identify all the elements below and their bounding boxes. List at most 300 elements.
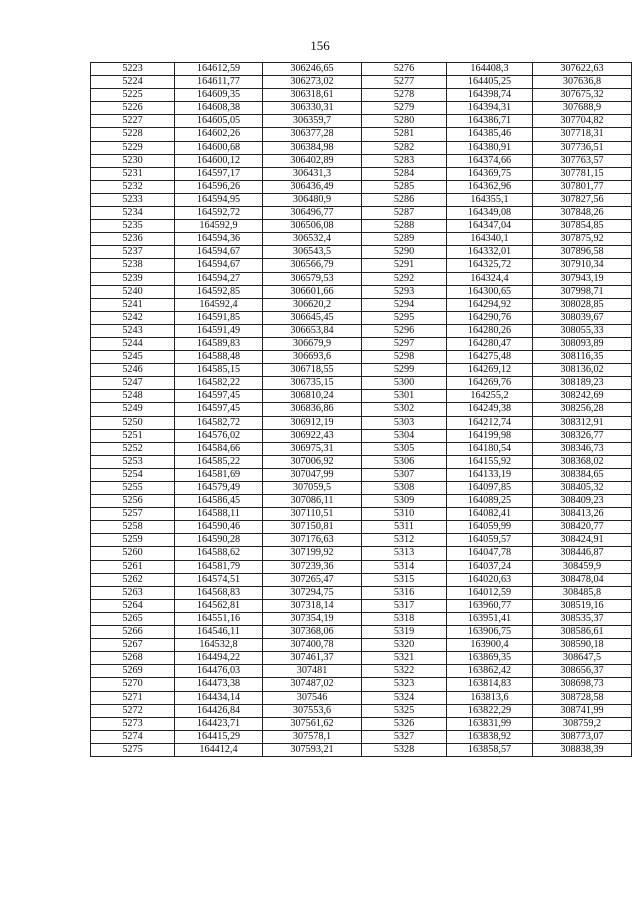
point-number-left: 5274	[91, 730, 175, 743]
point-number-left: 5251	[91, 429, 175, 442]
x-coordinate-right: 164212,74	[447, 416, 533, 429]
point-number-right: 5282	[362, 141, 447, 154]
table-row	[91, 63, 632, 76]
y-coordinate-left: 306402,89	[263, 154, 362, 167]
y-coordinate-right: 308741,99	[533, 704, 632, 717]
y-coordinate-right: 307854,85	[533, 220, 632, 233]
table-row	[91, 573, 632, 586]
table-row	[91, 220, 632, 233]
table-row	[91, 508, 632, 521]
point-number-right: 5297	[362, 337, 447, 350]
table-row	[91, 442, 632, 455]
x-coordinate-right: 164362,96	[447, 180, 533, 193]
x-coordinate-left: 164602,26	[175, 128, 263, 141]
y-coordinate-right: 308535,37	[533, 612, 632, 625]
table-row	[91, 246, 632, 259]
y-coordinate-right: 307998,71	[533, 285, 632, 298]
y-coordinate-left: 306359,7	[263, 115, 362, 128]
point-number-left: 5250	[91, 416, 175, 429]
x-coordinate-left: 164584,66	[175, 442, 263, 455]
point-number-left: 5238	[91, 259, 175, 272]
x-coordinate-left: 164412,4	[175, 743, 263, 756]
x-coordinate-right: 163838,92	[447, 730, 533, 743]
table-row	[91, 468, 632, 481]
x-coordinate-left: 164562,81	[175, 599, 263, 612]
table-row	[91, 652, 632, 665]
point-number-left: 5234	[91, 207, 175, 220]
x-coordinate-left: 164597,45	[175, 403, 263, 416]
y-coordinate-left: 306679,9	[263, 337, 362, 350]
x-coordinate-left: 164586,45	[175, 495, 263, 508]
y-coordinate-right: 308039,67	[533, 311, 632, 324]
y-coordinate-left: 307086,11	[263, 495, 362, 508]
table-row	[91, 390, 632, 403]
x-coordinate-left: 164581,79	[175, 560, 263, 573]
point-number-left: 5270	[91, 678, 175, 691]
x-coordinate-right: 164269,76	[447, 377, 533, 390]
point-number-right: 5325	[362, 704, 447, 717]
y-coordinate-left: 306653,84	[263, 324, 362, 337]
y-coordinate-right: 308326,77	[533, 429, 632, 442]
x-coordinate-left: 164592,85	[175, 285, 263, 298]
y-coordinate-left: 307176,63	[263, 534, 362, 547]
point-number-right: 5295	[362, 311, 447, 324]
point-number-left: 5249	[91, 403, 175, 416]
point-number-right: 5283	[362, 154, 447, 167]
point-number-right: 5317	[362, 599, 447, 612]
table-row	[91, 717, 632, 730]
y-coordinate-right: 307704,82	[533, 115, 632, 128]
x-coordinate-left: 164591,49	[175, 324, 263, 337]
x-coordinate-right: 164349,08	[447, 207, 533, 220]
x-coordinate-left: 164582,72	[175, 416, 263, 429]
point-number-right: 5321	[362, 652, 447, 665]
y-coordinate-right: 308773,07	[533, 730, 632, 743]
point-number-right: 5285	[362, 180, 447, 193]
x-coordinate-right: 163900,4	[447, 639, 533, 652]
x-coordinate-right: 164280,47	[447, 337, 533, 350]
table-row	[91, 730, 632, 743]
x-coordinate-right: 164355,1	[447, 193, 533, 206]
point-number-right: 5303	[362, 416, 447, 429]
x-coordinate-right: 164155,92	[447, 455, 533, 468]
point-number-right: 5319	[362, 626, 447, 639]
x-coordinate-right: 164280,26	[447, 324, 533, 337]
table-row	[91, 377, 632, 390]
x-coordinate-right: 164097,85	[447, 482, 533, 495]
point-number-left: 5235	[91, 220, 175, 233]
x-coordinate-left: 164591,85	[175, 311, 263, 324]
x-coordinate-right: 164037,24	[447, 560, 533, 573]
point-number-left: 5244	[91, 337, 175, 350]
point-number-right: 5298	[362, 351, 447, 364]
point-number-left: 5258	[91, 521, 175, 534]
y-coordinate-right: 308413,26	[533, 508, 632, 521]
point-number-right: 5320	[362, 639, 447, 652]
table-row	[91, 76, 632, 89]
y-coordinate-left: 306620,2	[263, 298, 362, 311]
x-coordinate-left: 164476,03	[175, 665, 263, 678]
y-coordinate-right: 308055,33	[533, 324, 632, 337]
y-coordinate-left: 306693,6	[263, 351, 362, 364]
x-coordinate-left: 164592,4	[175, 298, 263, 311]
point-number-right: 5326	[362, 717, 447, 730]
point-number-left: 5229	[91, 141, 175, 154]
x-coordinate-left: 164588,48	[175, 351, 263, 364]
point-number-left: 5272	[91, 704, 175, 717]
table-row	[91, 560, 632, 573]
table-row	[91, 324, 632, 337]
table-row	[91, 311, 632, 324]
x-coordinate-left: 164597,45	[175, 390, 263, 403]
point-number-left: 5271	[91, 691, 175, 704]
y-coordinate-right: 307896,58	[533, 246, 632, 259]
x-coordinate-right: 164325,72	[447, 259, 533, 272]
x-coordinate-right: 164275,48	[447, 351, 533, 364]
x-coordinate-right: 164089,25	[447, 495, 533, 508]
y-coordinate-left: 307199,92	[263, 547, 362, 560]
point-number-left: 5225	[91, 89, 175, 102]
table-row	[91, 403, 632, 416]
y-coordinate-left: 306532,4	[263, 233, 362, 246]
y-coordinate-left: 306601,66	[263, 285, 362, 298]
point-number-right: 5288	[362, 220, 447, 233]
y-coordinate-right: 308028,85	[533, 298, 632, 311]
point-number-left: 5255	[91, 482, 175, 495]
y-coordinate-left: 307546	[263, 691, 362, 704]
table-row	[91, 495, 632, 508]
point-number-left: 5266	[91, 626, 175, 639]
point-number-right: 5299	[362, 364, 447, 377]
table-row	[91, 534, 632, 547]
point-number-right: 5304	[362, 429, 447, 442]
y-coordinate-right: 307763,57	[533, 154, 632, 167]
y-coordinate-left: 307006,92	[263, 455, 362, 468]
x-coordinate-right: 163814,83	[447, 678, 533, 691]
point-number-left: 5230	[91, 154, 175, 167]
y-coordinate-left: 306480,9	[263, 193, 362, 206]
y-coordinate-left: 306922,43	[263, 429, 362, 442]
y-coordinate-left: 306506,08	[263, 220, 362, 233]
table-row	[91, 455, 632, 468]
point-number-right: 5277	[362, 76, 447, 89]
y-coordinate-right: 307801,77	[533, 180, 632, 193]
point-number-left: 5223	[91, 63, 175, 76]
y-coordinate-right: 308093,89	[533, 337, 632, 350]
page-number: 156	[310, 38, 330, 53]
y-coordinate-left: 306384,98	[263, 141, 362, 154]
point-number-left: 5256	[91, 495, 175, 508]
coordinates-table	[90, 62, 632, 757]
x-coordinate-right: 164374,66	[447, 154, 533, 167]
x-coordinate-left: 164415,29	[175, 730, 263, 743]
y-coordinate-right: 308384,65	[533, 468, 632, 481]
y-coordinate-right: 308409,23	[533, 495, 632, 508]
table-row	[91, 429, 632, 442]
point-number-right: 5315	[362, 573, 447, 586]
table-row	[91, 298, 632, 311]
y-coordinate-left: 306912,19	[263, 416, 362, 429]
y-coordinate-left: 307553,6	[263, 704, 362, 717]
table-row	[91, 704, 632, 717]
y-coordinate-right: 308478,04	[533, 573, 632, 586]
x-coordinate-right: 163862,42	[447, 665, 533, 678]
y-coordinate-left: 306377,28	[263, 128, 362, 141]
point-number-left: 5252	[91, 442, 175, 455]
x-coordinate-right: 164249,38	[447, 403, 533, 416]
point-number-left: 5224	[91, 76, 175, 89]
table-row	[91, 193, 632, 206]
table-row	[91, 678, 632, 691]
y-coordinate-left: 307318,14	[263, 599, 362, 612]
y-coordinate-left: 307481	[263, 665, 362, 678]
y-coordinate-left: 306330,31	[263, 102, 362, 115]
x-coordinate-left: 164589,83	[175, 337, 263, 350]
point-number-left: 5248	[91, 390, 175, 403]
point-number-left: 5273	[91, 717, 175, 730]
y-coordinate-right: 307688,9	[533, 102, 632, 115]
x-coordinate-left: 164611,77	[175, 76, 263, 89]
y-coordinate-right: 308485,8	[533, 586, 632, 599]
point-number-right: 5309	[362, 495, 447, 508]
x-coordinate-right: 164408,3	[447, 63, 533, 76]
x-coordinate-right: 164082,41	[447, 508, 533, 521]
point-number-left: 5241	[91, 298, 175, 311]
x-coordinate-left: 164588,62	[175, 547, 263, 560]
table-row	[91, 102, 632, 115]
y-coordinate-left: 306810,24	[263, 390, 362, 403]
x-coordinate-right: 164340,1	[447, 233, 533, 246]
y-coordinate-left: 306566,79	[263, 259, 362, 272]
point-number-left: 5263	[91, 586, 175, 599]
point-number-right: 5307	[362, 468, 447, 481]
x-coordinate-right: 163951,41	[447, 612, 533, 625]
y-coordinate-left: 307400,78	[263, 639, 362, 652]
point-number-right: 5310	[362, 508, 447, 521]
x-coordinate-right: 164047,78	[447, 547, 533, 560]
table-row	[91, 364, 632, 377]
point-number-left: 5226	[91, 102, 175, 115]
x-coordinate-left: 164532,8	[175, 639, 263, 652]
y-coordinate-left: 307487,02	[263, 678, 362, 691]
x-coordinate-right: 164269,12	[447, 364, 533, 377]
x-coordinate-right: 164405,25	[447, 76, 533, 89]
table-row	[91, 521, 632, 534]
y-coordinate-left: 307059,5	[263, 482, 362, 495]
x-coordinate-left: 164592,72	[175, 207, 263, 220]
x-coordinate-left: 164426,84	[175, 704, 263, 717]
x-coordinate-left: 164473,38	[175, 678, 263, 691]
y-coordinate-right: 308256,28	[533, 403, 632, 416]
x-coordinate-left: 164546,11	[175, 626, 263, 639]
x-coordinate-left: 164568,83	[175, 586, 263, 599]
point-number-right: 5296	[362, 324, 447, 337]
point-number-right: 5306	[362, 455, 447, 468]
x-coordinate-left: 164494,22	[175, 652, 263, 665]
point-number-right: 5312	[362, 534, 447, 547]
point-number-right: 5300	[362, 377, 447, 390]
x-coordinate-right: 164324,4	[447, 272, 533, 285]
x-coordinate-right: 164386,71	[447, 115, 533, 128]
y-coordinate-right: 308838,39	[533, 743, 632, 756]
x-coordinate-right: 164020,63	[447, 573, 533, 586]
x-coordinate-left: 164423,71	[175, 717, 263, 730]
y-coordinate-left: 307294,75	[263, 586, 362, 599]
y-coordinate-left: 306431,3	[263, 167, 362, 180]
y-coordinate-right: 307781,15	[533, 167, 632, 180]
table-row	[91, 337, 632, 350]
x-coordinate-left: 164579,49	[175, 482, 263, 495]
point-number-right: 5318	[362, 612, 447, 625]
table-row	[91, 416, 632, 429]
y-coordinate-right: 308424,91	[533, 534, 632, 547]
table-row	[91, 141, 632, 154]
table-row	[91, 482, 632, 495]
x-coordinate-right: 164133,19	[447, 468, 533, 481]
x-coordinate-right: 164394,31	[447, 102, 533, 115]
y-coordinate-right: 308656,37	[533, 665, 632, 678]
point-number-right: 5316	[362, 586, 447, 599]
y-coordinate-left: 306496,77	[263, 207, 362, 220]
x-coordinate-left: 164576,02	[175, 429, 263, 442]
point-number-left: 5227	[91, 115, 175, 128]
point-number-left: 5239	[91, 272, 175, 285]
point-number-right: 5276	[362, 63, 447, 76]
x-coordinate-left: 164551,16	[175, 612, 263, 625]
x-coordinate-right: 163822,29	[447, 704, 533, 717]
x-coordinate-right: 164059,99	[447, 521, 533, 534]
x-coordinate-left: 164594,67	[175, 259, 263, 272]
point-number-right: 5302	[362, 403, 447, 416]
x-coordinate-right: 164012,59	[447, 586, 533, 599]
point-number-right: 5289	[362, 233, 447, 246]
table-row	[91, 89, 632, 102]
point-number-right: 5328	[362, 743, 447, 756]
point-number-right: 5327	[362, 730, 447, 743]
y-coordinate-left: 306246,65	[263, 63, 362, 76]
table-row	[91, 351, 632, 364]
x-coordinate-left: 164434,14	[175, 691, 263, 704]
point-number-right: 5314	[362, 560, 447, 573]
x-coordinate-right: 163813,6	[447, 691, 533, 704]
y-coordinate-left: 307578,1	[263, 730, 362, 743]
y-coordinate-left: 306579,53	[263, 272, 362, 285]
table-row	[91, 612, 632, 625]
point-number-left: 5237	[91, 246, 175, 259]
point-number-left: 5247	[91, 377, 175, 390]
table-row	[91, 233, 632, 246]
y-coordinate-right: 308590,18	[533, 639, 632, 652]
y-coordinate-left: 306975,31	[263, 442, 362, 455]
table-row	[91, 154, 632, 167]
point-number-left: 5275	[91, 743, 175, 756]
x-coordinate-right: 163906,75	[447, 626, 533, 639]
point-number-left: 5231	[91, 167, 175, 180]
y-coordinate-right: 308759,2	[533, 717, 632, 730]
point-number-left: 5257	[91, 508, 175, 521]
point-number-left: 5268	[91, 652, 175, 665]
x-coordinate-left: 164594,95	[175, 193, 263, 206]
x-coordinate-right: 164180,54	[447, 442, 533, 455]
point-number-left: 5240	[91, 285, 175, 298]
x-coordinate-right: 163960,77	[447, 599, 533, 612]
y-coordinate-left: 307239,36	[263, 560, 362, 573]
x-coordinate-left: 164609,35	[175, 89, 263, 102]
y-coordinate-right: 307675,32	[533, 89, 632, 102]
x-coordinate-left: 164605,05	[175, 115, 263, 128]
y-coordinate-left: 307265,47	[263, 573, 362, 586]
x-coordinate-left: 164574,51	[175, 573, 263, 586]
point-number-right: 5278	[362, 89, 447, 102]
point-number-right: 5308	[362, 482, 447, 495]
y-coordinate-right: 308698,73	[533, 678, 632, 691]
table-row	[91, 691, 632, 704]
x-coordinate-left: 164612,59	[175, 63, 263, 76]
y-coordinate-right: 308312,91	[533, 416, 632, 429]
point-number-left: 5264	[91, 599, 175, 612]
table-row	[91, 259, 632, 272]
x-coordinate-right: 164332,01	[447, 246, 533, 259]
x-coordinate-left: 164581,69	[175, 468, 263, 481]
y-coordinate-left: 306836,86	[263, 403, 362, 416]
point-number-left: 5269	[91, 665, 175, 678]
y-coordinate-left: 306318,61	[263, 89, 362, 102]
y-coordinate-left: 307110,51	[263, 508, 362, 521]
x-coordinate-right: 164199,98	[447, 429, 533, 442]
table-row	[91, 272, 632, 285]
y-coordinate-left: 307461,37	[263, 652, 362, 665]
x-coordinate-left: 164594,67	[175, 246, 263, 259]
table-row	[91, 639, 632, 652]
point-number-left: 5267	[91, 639, 175, 652]
point-number-right: 5294	[362, 298, 447, 311]
y-coordinate-left: 306436,49	[263, 180, 362, 193]
y-coordinate-right: 308459,9	[533, 560, 632, 573]
y-coordinate-right: 308242,69	[533, 390, 632, 403]
x-coordinate-left: 164590,28	[175, 534, 263, 547]
y-coordinate-right: 308405,32	[533, 482, 632, 495]
y-coordinate-left: 306645,45	[263, 311, 362, 324]
y-coordinate-left: 307047,99	[263, 468, 362, 481]
point-number-right: 5292	[362, 272, 447, 285]
y-coordinate-right: 308346,73	[533, 442, 632, 455]
point-number-right: 5280	[362, 115, 447, 128]
x-coordinate-right: 163869,35	[447, 652, 533, 665]
table-row	[91, 586, 632, 599]
x-coordinate-right: 164255,2	[447, 390, 533, 403]
point-number-right: 5324	[362, 691, 447, 704]
y-coordinate-right: 308368,02	[533, 455, 632, 468]
x-coordinate-left: 164600,68	[175, 141, 263, 154]
point-number-left: 5232	[91, 180, 175, 193]
point-number-right: 5290	[362, 246, 447, 259]
y-coordinate-right: 307910,34	[533, 259, 632, 272]
y-coordinate-right: 307848,26	[533, 207, 632, 220]
point-number-right: 5287	[362, 207, 447, 220]
y-coordinate-right: 307636,8	[533, 76, 632, 89]
point-number-left: 5262	[91, 573, 175, 586]
point-number-left: 5253	[91, 455, 175, 468]
y-coordinate-right: 308116,35	[533, 351, 632, 364]
point-number-right: 5279	[362, 102, 447, 115]
y-coordinate-right: 307943,19	[533, 272, 632, 285]
x-coordinate-right: 164380,91	[447, 141, 533, 154]
x-coordinate-left: 164592,9	[175, 220, 263, 233]
point-number-right: 5281	[362, 128, 447, 141]
x-coordinate-left: 164582,22	[175, 377, 263, 390]
x-coordinate-right: 163858,57	[447, 743, 533, 756]
y-coordinate-right: 307827,56	[533, 193, 632, 206]
